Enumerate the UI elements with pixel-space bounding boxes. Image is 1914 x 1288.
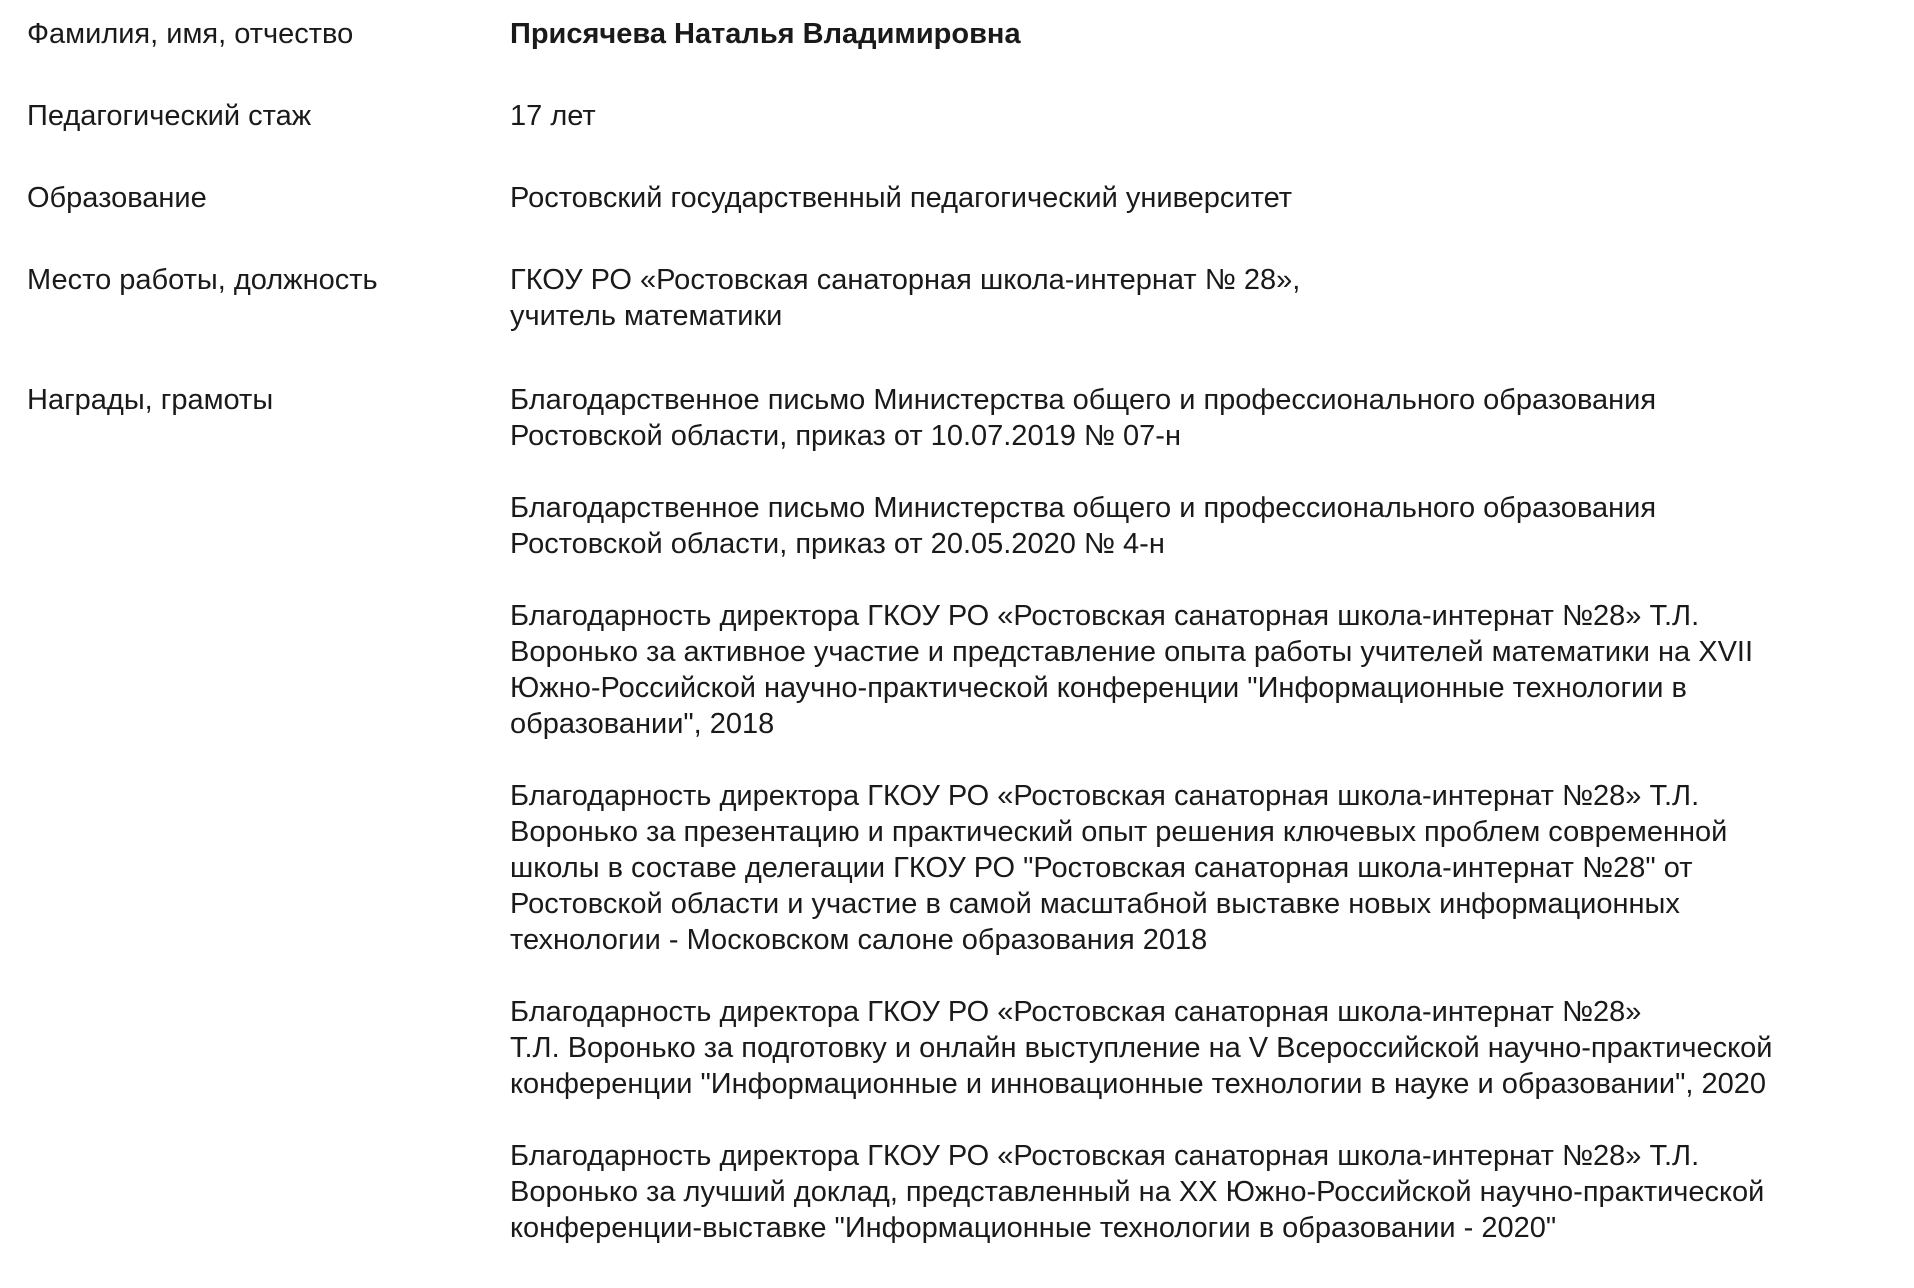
name-label: Фамилия, имя, отчество <box>27 18 354 50</box>
workplace-value <box>510 262 1897 334</box>
teacher-profile <box>27 16 1897 1246</box>
award-line: конференции "Информационные и инновационные технологии в науке и образовании", 2020 <box>510 1068 1767 1100</box>
award-line: Т.Л. Воронько за подготовку и онлайн выступление на V Всероссийской научно-практической <box>510 1032 1773 1064</box>
awards-label: Награды, грамоты <box>27 384 274 416</box>
award-line: Благодарность директора ГКОУ РО «Ростовская санаторная школа-интернат №28» Т.Л. <box>510 780 1700 812</box>
award-item <box>510 778 1897 958</box>
award-line: Воронько за активное участие и представление опыта работы учителей математики на XVII <box>510 636 1754 668</box>
workplace-line: учитель математики <box>510 300 783 332</box>
profile-row-awards <box>27 382 1897 1246</box>
award-line: Ростовской области, приказ от 10.07.2019 № 07-н <box>510 420 1181 452</box>
workplace-label: Место работы, должность <box>27 264 378 296</box>
profile-row-experience <box>27 98 1897 180</box>
experience-label: Педагогический стаж <box>27 100 312 132</box>
award-item <box>510 382 1897 454</box>
award-item <box>510 1138 1897 1246</box>
award-line: Южно-Российской научно-практической конференции "Информационные технологии в <box>510 672 1687 704</box>
award-item <box>510 490 1897 562</box>
award-line: школы в составе делегации ГКОУ РО "Ростовская санаторная школа-интернат №28" от <box>510 852 1693 884</box>
profile-row-name <box>27 16 1897 98</box>
profile-row-education <box>27 180 1897 262</box>
award-line: Благодарность директора ГКОУ РО «Ростовская санаторная школа-интернат №28» Т.Л. <box>510 600 1700 632</box>
award-line: Ростовской области и участие в самой масштабной выставке новых информационных <box>510 888 1680 920</box>
award-line: конференции-выставке "Информационные технологии в образовании - 2020" <box>510 1212 1557 1244</box>
award-line: Воронько за презентацию и практический опыт решения ключевых проблем современной <box>510 816 1728 848</box>
award-line: Благодарность директора ГКОУ РО «Ростовская санаторная школа-интернат №28» Т.Л. <box>510 1140 1700 1172</box>
award-line: Ростовской области, приказ от 20.05.2020 № 4-н <box>510 528 1165 560</box>
award-line: Воронько за лучший доклад, представленный на XX Южно-Российской научно-практической <box>510 1176 1765 1208</box>
award-item <box>510 598 1897 742</box>
award-line: Благодарственное письмо Министерства общего и профессионального образования <box>510 492 1657 524</box>
experience-value: 17 лет <box>510 100 596 132</box>
awards-list <box>510 382 1897 1246</box>
award-line: технологии - Московском салоне образования 2018 <box>510 924 1208 956</box>
award-line: Благодарственное письмо Министерства общего и профессионального образования <box>510 384 1657 416</box>
workplace-line: ГКОУ РО «Ростовская санаторная школа-интернат № 28», <box>510 264 1301 296</box>
education-label: Образование <box>27 182 207 214</box>
award-item <box>510 994 1897 1102</box>
profile-row-workplace <box>27 262 1897 382</box>
award-line: Благодарность директора ГКОУ РО «Ростовская санаторная школа-интернат №28» <box>510 996 1642 1028</box>
education-value: Ростовский государственный педагогический университет <box>510 182 1293 214</box>
name-value: Присячева Наталья Владимировна <box>510 18 1021 50</box>
award-line: образовании", 2018 <box>510 708 775 740</box>
